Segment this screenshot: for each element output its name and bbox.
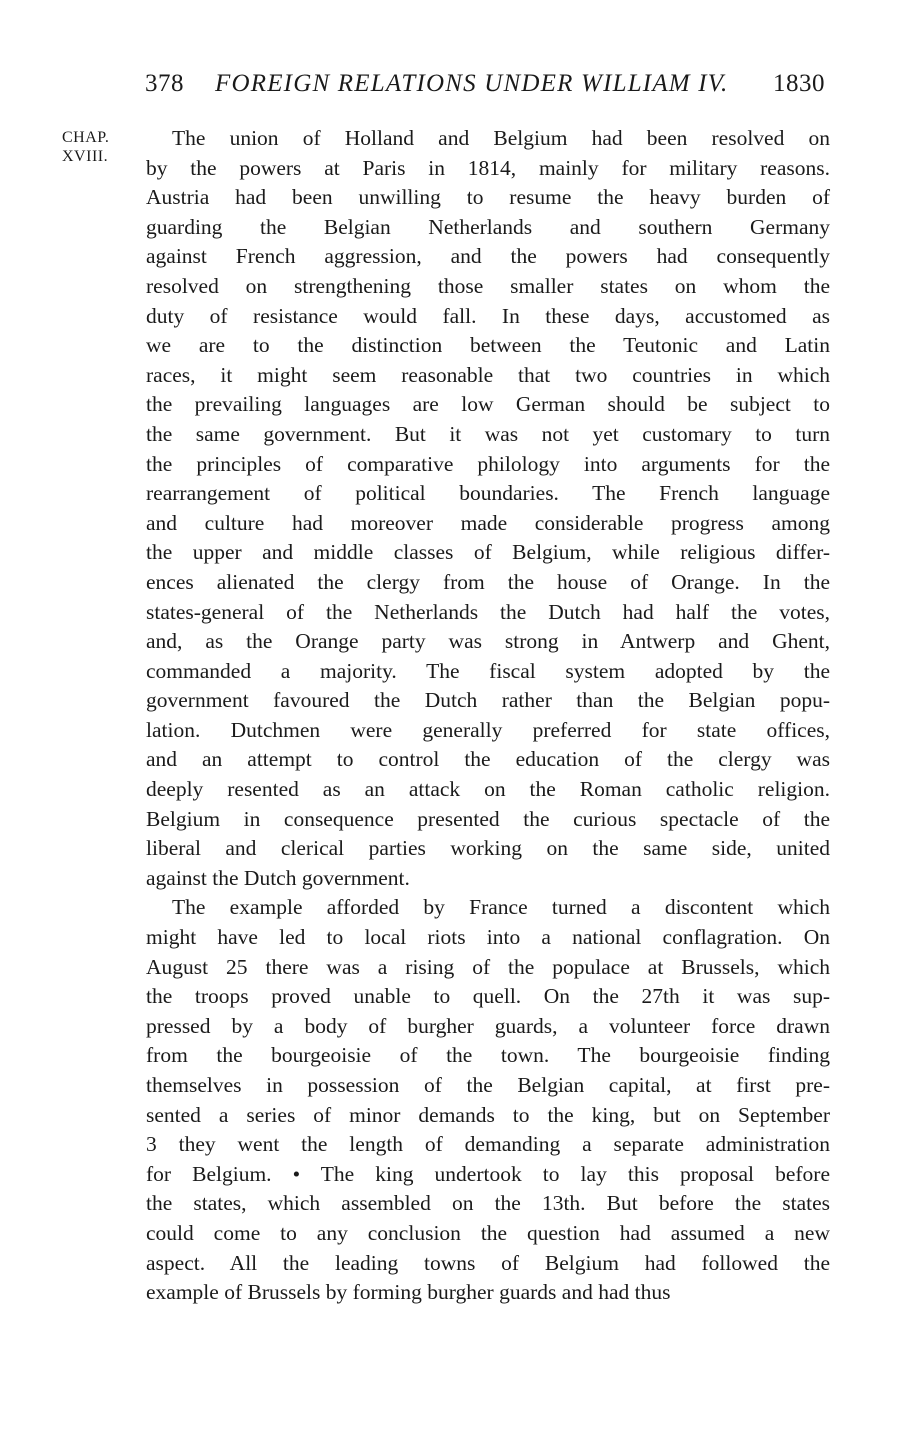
text-line: themselves in possession of the Belgian capital, at first pre- [146, 1073, 830, 1097]
text-line: example of Brussels by forming burgher guards and had thus [146, 1280, 671, 1305]
text-line: Belgium in consequence presented the curious spectacle of the [146, 806, 830, 831]
text-line: lation. Dutchmen were generally preferred for state offices, [146, 717, 830, 742]
text-line: the principles of comparative philology into arguments for the [146, 451, 830, 476]
text-line: and culture had moreover made considerable progress among [146, 510, 830, 535]
paragraph [146, 124, 830, 893]
text-line: for Belgium. • The king undertook to lay this proposal before [146, 1161, 830, 1186]
text-line: might have led to local riots into a national conflagration. On [146, 925, 830, 950]
text-line: duty of resistance would fall. In these days, accustomed as [146, 303, 830, 328]
running-title: FOREIGN RELATIONS UNDER WILLIAM IV. [215, 70, 729, 97]
text-line: ences alienated the clergy from the house of Orange. In the [146, 569, 830, 594]
running-head [145, 70, 825, 110]
text-line: and an attempt to control the education of the clergy was [146, 747, 830, 772]
text-line: Austria had been unwilling to resume the heavy burden of [146, 185, 830, 210]
text-line: deeply resented as an attack on the Roman catholic religion. [146, 777, 830, 802]
text-line: the upper and middle classes of Belgium, while religious differ- [146, 540, 830, 565]
text-line: could come to any conclusion the question had assumed a new [146, 1220, 830, 1245]
text-line: sented a series of minor demands to the king, but on September [146, 1102, 830, 1127]
text-line: pressed by a body of burgher guards, a volunteer force drawn [146, 1013, 830, 1038]
text-line: the states, which assembled on the 13th. But before the states [146, 1191, 830, 1216]
text-line: aspect. All the leading towns of Belgium had followed the [146, 1250, 830, 1275]
text-line: states-general of the Netherlands the Dutch had half the votes, [146, 599, 830, 624]
text-line: the same government. But it was not yet customary to turn [146, 421, 830, 446]
text-line: liberal and clerical parties working on the same side, united [146, 836, 830, 861]
header-year: 1830 [773, 70, 825, 97]
text-line: government favoured the Dutch rather than the Belgian popu- [146, 688, 830, 713]
body-text [146, 124, 830, 1308]
text-line: against the Dutch government. [146, 865, 410, 890]
text-line: by the powers at Paris in 1814, mainly for military reasons. [146, 155, 830, 180]
text-line: The example afforded by France turned a discontent which [172, 895, 830, 920]
text-line: guarding the Belgian Netherlands and southern Germany [146, 214, 830, 239]
text-line: from the bourgeoisie of the town. The bourgeoisie finding [146, 1043, 830, 1068]
text-line: the prevailing languages are low German should be subject to [146, 392, 830, 417]
text-line: commanded a majority. The fiscal system adopted by the [146, 658, 830, 683]
text-line: August 25 there was a rising of the populace at Brussels, which [146, 954, 830, 979]
text-line: races, it might seem reasonable that two countries in which [146, 362, 830, 387]
page-number: 378 [145, 70, 184, 97]
text-line: resolved on strengthening those smaller states on whom the [146, 273, 830, 298]
text-line: The union of Holland and Belgium had been resolved on [172, 126, 830, 150]
paragraph [146, 893, 830, 1307]
text-line: against French aggression, and the powers had consequently [146, 244, 830, 269]
chapter-number: XVIII. [62, 148, 109, 165]
text-line: the troops proved unable to quell. On the 27th it was sup- [146, 984, 830, 1009]
text-line: and, as the Orange party was strong in Antwerp and Ghent, [146, 629, 830, 654]
chapter-margin-note [62, 128, 109, 166]
text-line: rearrangement of political boundaries. The French language [146, 481, 830, 506]
text-line: we are to the distinction between the Teutonic and Latin [146, 333, 830, 358]
chapter-label: CHAP. [62, 129, 110, 146]
text-line: 3 they went the length of demanding a separate administration [146, 1132, 830, 1157]
